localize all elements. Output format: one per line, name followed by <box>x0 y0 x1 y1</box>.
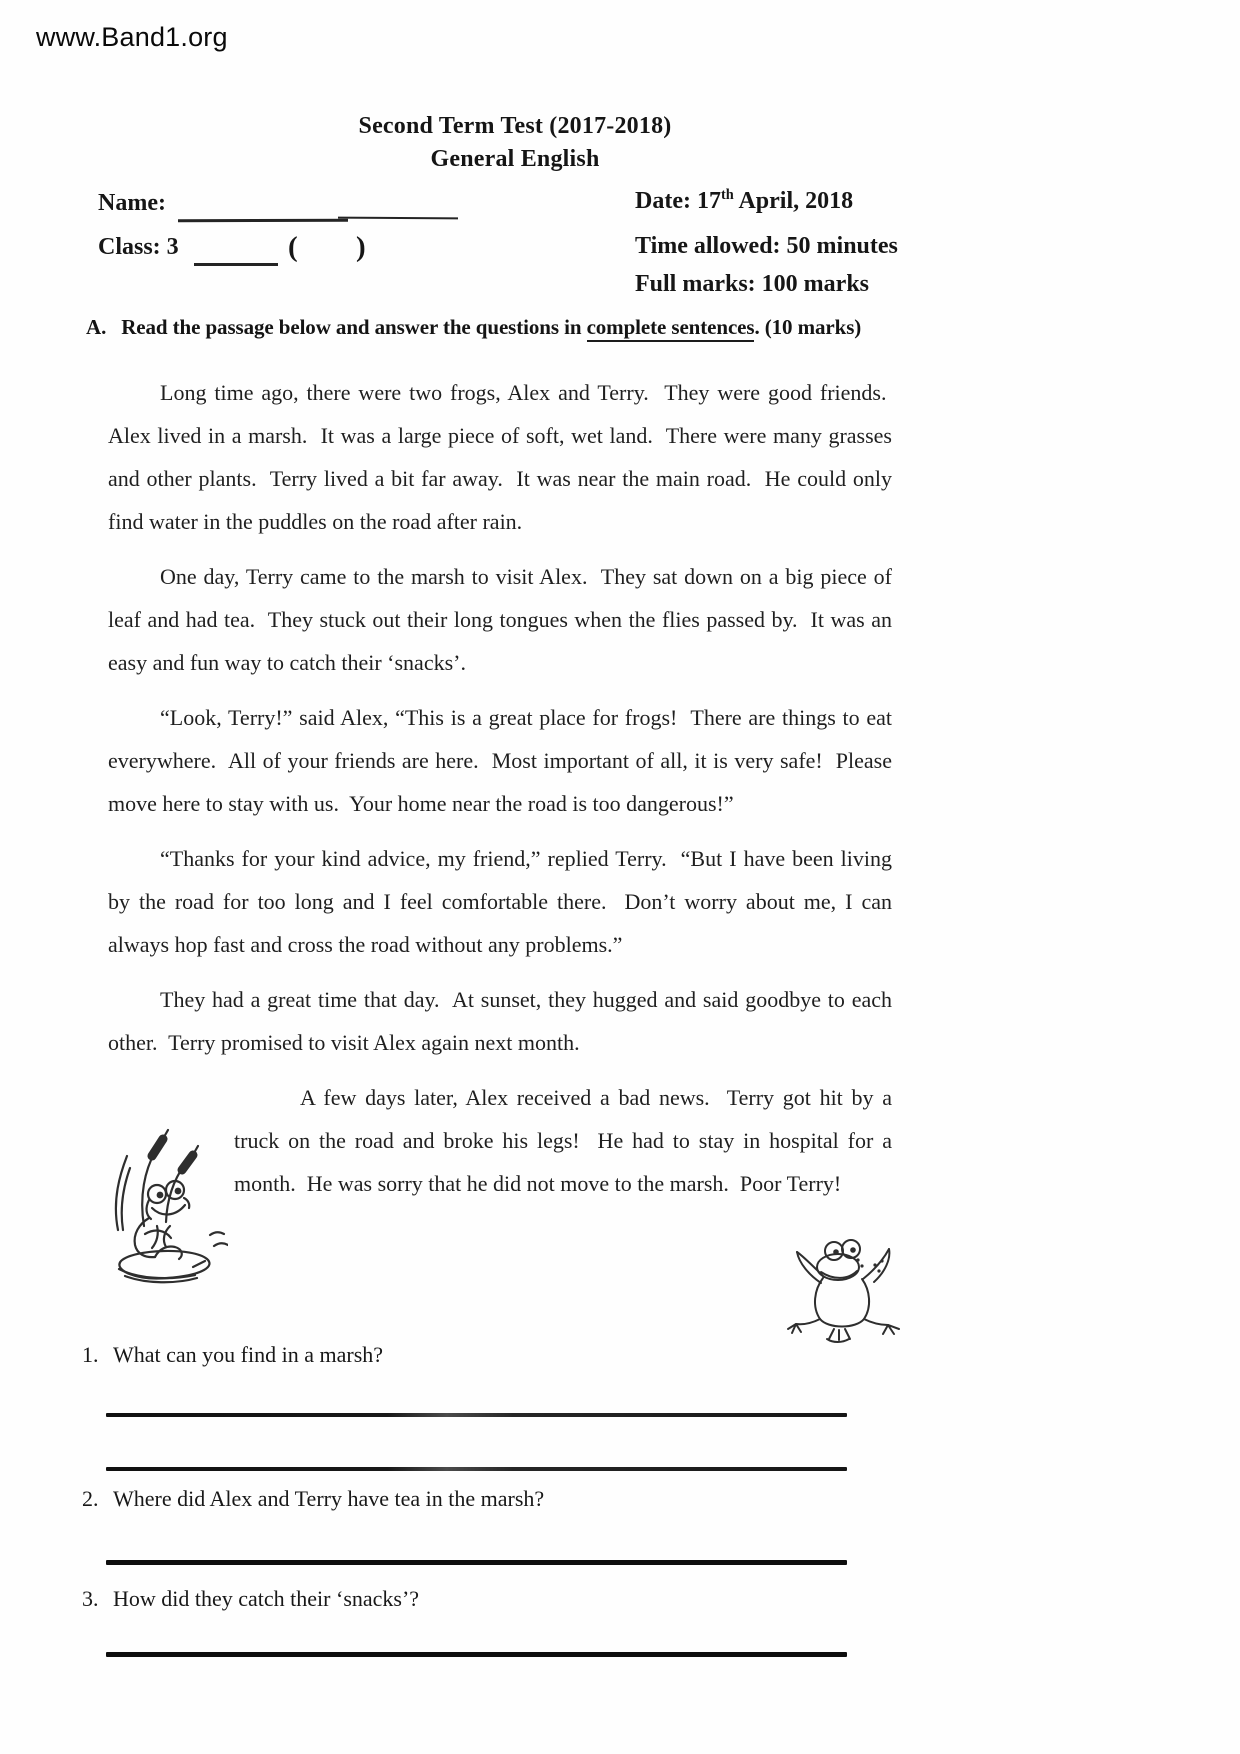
passage-paragraph: One day, Terry came to the marsh to visit Alex. They sat down on a big piece of leaf and had tea. They stuck out their long tongues when the flies passed by. It was an easy and fun way to catch their ‘snacks’. <box>108 564 892 675</box>
date-ordinal-superscript: th <box>720 187 734 203</box>
answer-line <box>106 1560 847 1565</box>
date-text: Date: 17 <box>635 188 721 214</box>
question-2-text: Where did Alex and Terry have tea in the marsh? <box>113 1486 545 1511</box>
class-blank-line <box>194 263 278 266</box>
section-a-instruction: Read the passage below and answer the questions in <box>121 315 587 339</box>
section-a-instruction-end: . (10 marks) <box>754 315 862 339</box>
answer-line <box>106 1467 847 1471</box>
name-blank-line <box>178 219 348 223</box>
class-label: Class: 3 <box>98 234 179 260</box>
question-3-number: 3. <box>82 1586 99 1611</box>
passage-paragraph: Long time ago, there were two frogs, Alex and Terry. They were good friends. Alex lived in a marsh. It was a large piece of soft, wet land. There were many grasses and other plants. Terry lived a bit far away. It was near the main road. He could only find water in the puddles on the road after rain. <box>108 380 892 534</box>
sitting-frog-illustration <box>786 1236 904 1344</box>
date-label <box>635 188 853 215</box>
answer-line <box>106 1413 847 1417</box>
section-a-instruction-underlined: complete sentences <box>587 315 755 342</box>
question-1-text: What can you find in a marsh? <box>113 1342 384 1367</box>
passage-paragraph: They had a great time that day. At sunset, they hugged and said goodbye to each other. Terry promised to visit Alex again next month. <box>108 987 892 1055</box>
passage-paragraph: “Thanks for your kind advice, my friend,” replied Terry. “But I have been living by the road for too long and I feel comfortable there. Don’t worry about me, I can always hop fast and cross the road without any problems.” <box>108 846 892 957</box>
section-a-label: A. <box>86 315 107 339</box>
question-2 <box>82 1486 544 1512</box>
passage-paragraph: “Look, Terry!” said Alex, “This is a great place for frogs! There are things to eat everywhere. All of your friends are here. Most important of all, it is very safe! Please move here to stay with us. Your home near the road is too dangerous!” <box>108 705 892 816</box>
name-blank-line <box>338 217 458 220</box>
reading-passage <box>108 371 892 1205</box>
test-title <box>0 110 1030 176</box>
question-3 <box>82 1586 419 1612</box>
question-2-number: 2. <box>82 1486 99 1511</box>
class-number-paren-close: ) <box>356 231 366 263</box>
question-1-number: 1. <box>82 1342 99 1367</box>
date-text-rest: April, 2018 <box>733 188 854 214</box>
test-title-line2: General English <box>430 146 600 172</box>
full-marks-label: Full marks: 100 marks <box>635 271 869 297</box>
site-watermark: www.Band1.org <box>36 22 228 52</box>
question-3-text: How did they catch their ‘snacks’? <box>113 1586 420 1611</box>
frog-on-lilypad-illustration <box>104 1128 228 1290</box>
section-a-heading <box>86 315 861 340</box>
answer-line <box>106 1652 847 1657</box>
passage-paragraph: A few days later, Alex received a bad news. Terry got hit by a truck on the road and broke his legs! He had to stay in hospital for a month. He was sorry that he did not move to the marsh. Poor Terry! <box>234 1085 892 1196</box>
time-allowed-label: Time allowed: 50 minutes <box>635 233 898 259</box>
name-label: Name: <box>98 190 166 216</box>
class-number-paren-open: ( <box>288 231 298 263</box>
test-title-line1: Second Term Test (2017-2018) <box>358 113 672 139</box>
question-1 <box>82 1342 383 1368</box>
